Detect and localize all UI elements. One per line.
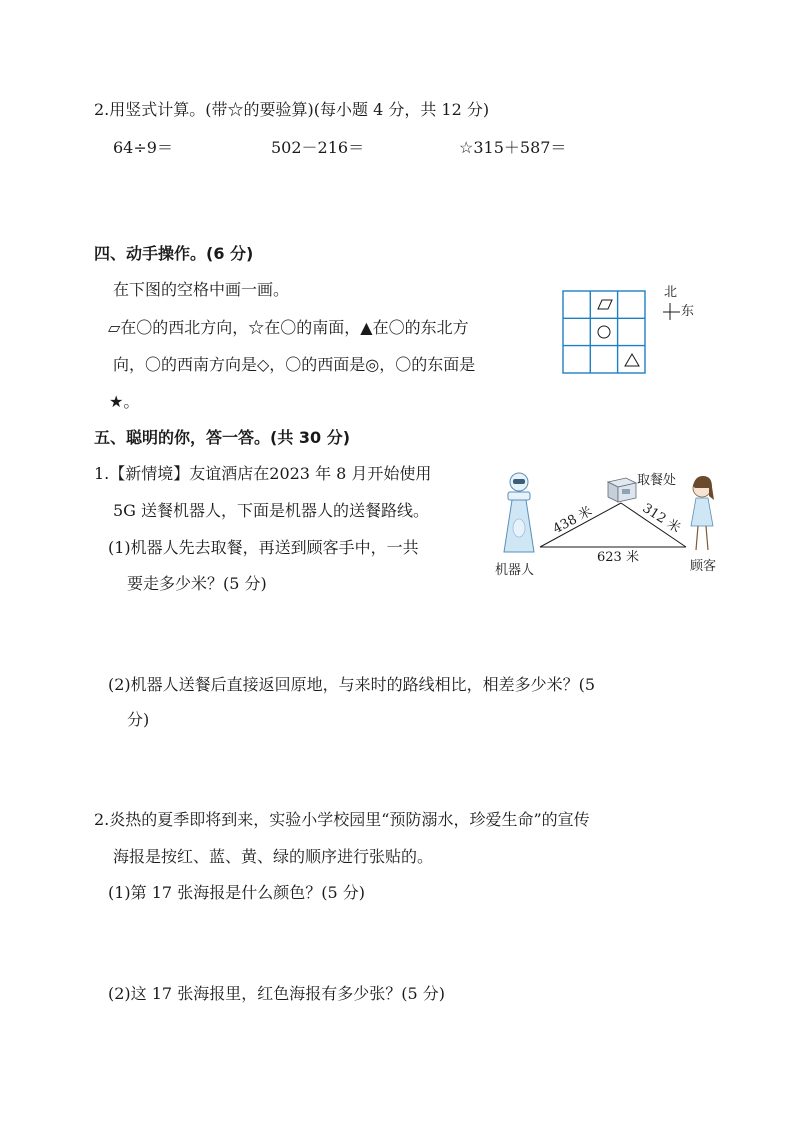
- robot-label: 机器人: [495, 563, 535, 578]
- question-5-2-sub-2: (2)这 17 张海报里，红色海报有多少张？(5 分): [108, 984, 445, 1003]
- section-4-instruction: 在下图的空格中画一画。: [113, 280, 290, 299]
- question-5-2-line-1: 2.炎热的夏季即将到来，实验小学校园里“预防溺水，珍爱生命”的宣传: [94, 810, 590, 829]
- question-3-2-title: 2.用竖式计算。(带☆的要验算)(每小题 4 分，共 12 分): [94, 100, 490, 119]
- question-5-1-line-2: 5G 送餐机器人，下面是机器人的送餐路线。: [113, 501, 430, 520]
- delivery-route-figure: [490, 470, 730, 560]
- pickup-label: 取餐处: [637, 473, 677, 488]
- section-4-heading: 四、动手操作。(6 分): [94, 244, 254, 263]
- section-4-line-3: ★。: [109, 392, 140, 411]
- customer-girl-icon: [691, 476, 714, 550]
- direction-grid: [562, 290, 646, 374]
- triangle-icon: [625, 354, 639, 366]
- question-5-2-line-2: 海报是按红、蓝、黄、绿的顺序进行张贴的。: [113, 847, 434, 866]
- expression-2: 502－216＝: [271, 138, 365, 157]
- section-5-heading: 五、聪明的你，答一答。(共 30 分): [94, 428, 351, 447]
- question-5-1-sub-2-line-2: 分): [127, 710, 150, 729]
- compass-east-label: 东: [681, 304, 695, 319]
- expression-3: ☆315＋587＝: [459, 138, 567, 157]
- parallelogram-icon: [598, 300, 612, 309]
- expression-1: 64÷9＝: [113, 138, 173, 157]
- circle-icon: [598, 326, 610, 338]
- distance-pickup-customer-label: 312 米: [639, 500, 683, 537]
- question-5-1-sub-2-line-1: (2)机器人送餐后直接返回原地，与来时的路线相比，相差多少米？(5: [108, 675, 596, 694]
- pickup-box-icon: [608, 478, 636, 502]
- section-4-line-1: ▱在〇的西北方向，☆在〇的南面，▲在〇的东北方: [108, 318, 469, 337]
- question-5-2-sub-1: (1)第 17 张海报是什么颜色？(5 分): [108, 883, 365, 902]
- distance-robot-customer-label: 623 米: [597, 550, 639, 565]
- compass-north-label: 北: [664, 285, 678, 300]
- section-4-line-2: 向，〇的西南方向是◇，〇的西面是◎，〇的东面是: [113, 355, 476, 374]
- question-5-1-sub-1-line-2: 要走多少米？(5 分): [127, 574, 267, 593]
- question-5-1-sub-1-line-1: (1)机器人先去取餐，再送到顾客手中，一共: [108, 538, 419, 557]
- question-5-1-line-1: 1.【新情境】友谊酒店在2023 年 8 月开始使用: [94, 464, 432, 483]
- robot-icon: [504, 473, 534, 552]
- distance-robot-pickup-label: 438 米: [550, 504, 595, 538]
- customer-label: 顾客: [690, 559, 717, 574]
